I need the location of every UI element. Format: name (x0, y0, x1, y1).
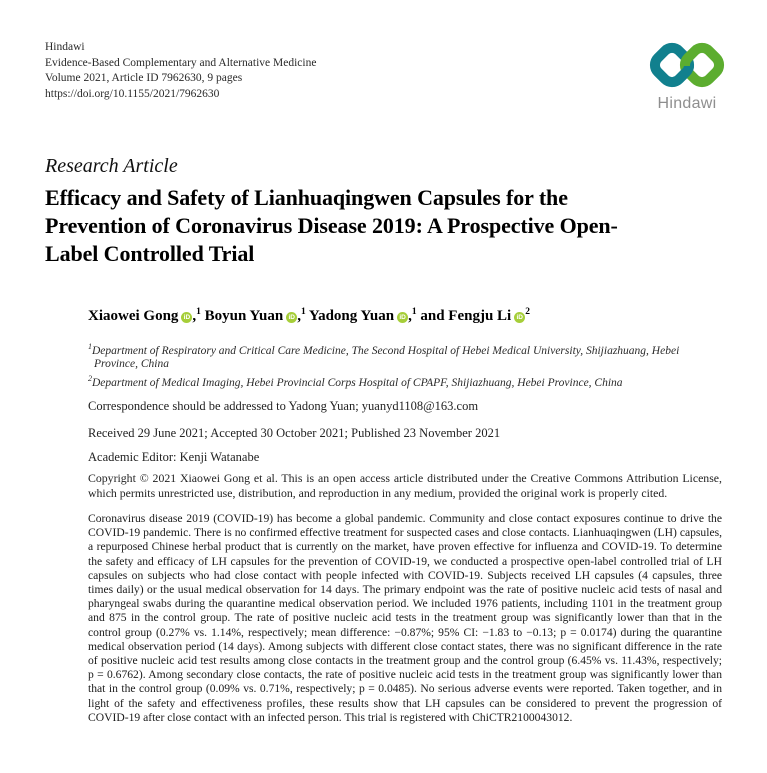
journal-header (45, 40, 475, 102)
author-name: Yadong Yuan (308, 308, 395, 324)
publisher-name: Hindawi (45, 41, 85, 53)
affiliation-number: 1 (88, 342, 92, 351)
copyright-text: Copyright © 2021 Xiaowei Gong et al. This is an open access article distributed under the Creative Commons Attribution License, which permits unrestricted use, distribution, and reproduction in any medium, provided the original work is properly cited. (88, 471, 722, 501)
affiliation (88, 340, 716, 372)
orcid-icon[interactable]: iD (181, 312, 192, 323)
author-name: Xiaowei Gong (88, 308, 179, 324)
doi-link[interactable]: https://doi.org/10.1155/2021/7962630 (45, 87, 220, 100)
journal-name: Evidence-Based Complementary and Alternative Medicine (45, 56, 317, 69)
editor-line: Academic Editor: Kenji Watanabe (88, 450, 260, 464)
affiliation (88, 372, 716, 390)
author-affiliation-number: 2 (525, 307, 530, 317)
logo-caption: Hindawi (657, 95, 717, 112)
author-affiliation-number: 1 (411, 307, 417, 317)
author-name: Boyun Yuan (204, 308, 284, 324)
history-line: Received 29 June 2021; Accepted 30 October 2021; Published 23 November 2021 (88, 426, 501, 440)
affiliation-number: 2 (88, 373, 92, 383)
affiliation-text: Department of Medical Imaging, Hebei Provincial Corps Hospital of CPAPF, Shijiazhuang, Hebei Province, China (92, 376, 623, 389)
orcid-icon[interactable]: iD (397, 312, 408, 323)
orcid-icon[interactable]: iD (514, 312, 525, 323)
hindawi-logo (642, 36, 732, 113)
author-name: Fengju Li (448, 308, 512, 324)
affiliation-text: Department of Respiratory and Critical Care Medicine, The Second Hospital of Hebei Medical University, Shijiazhuang, Hebei Province, China (92, 344, 680, 371)
abstract-text: Coronavirus disease 2019 (COVID-19) has become a global pandemic. Community and close contact exposures continue to drive the COVID-19 pandemic. There is no confirmed effective treatment for suspected cases and close contacts. Lianhuaqingwen (LH) capsules, a repurposed Chinese herbal product that is currently on the market, have proven effective for influenza and COVID-19. To determine the safety and efficacy of LH capsules for the prevention of COVID-19, we conducted a prospective open-label controlled trial of LH capsules on subjects who had close contact with people infected with COVID-19. Subjects received LH capsules (4 capsules, three times daily) or the usual medical observation for 14 days. The primary endpoint was the rate of positive nucleic acid tests of nasal and pharyngeal swabs during the quarantine medical observation period. We included 1976 patients, including 1101 in the treatment group and 875 in the control group. The rate of positive nucleic acid tests in the treatment group was significantly lower than that in the control group (0.27% vs. 1.14%, respectively; mean difference: −0.87%; 95% CI: −1.83 to −0.13; p = 0.0174) during the quarantine medical observation period (14 days). Among subjects with different close contact states, there was no significant difference in the rate of positive nucleic acid test results among close contacts in the treatment group and the control group (6.45% vs. 11.43%, respectively; p = 0.6762). Among secondary close contacts, the rate of positive nucleic acid tests in the treatment group was significantly lower than that in the control group (0.09% vs. 0.71%, respectively; p = 0.0485). No serious adverse events were reported. Taken together, and in light of the safety and effectiveness profiles, these results show that LH capsules can be considered to prevent the progression of COVID-19 after close contact with an infected person. This trial is registered with ChiCTR2100043012. (88, 512, 722, 724)
author-affiliation-number: 1 (196, 307, 201, 317)
author-affiliation-number: 1 (300, 307, 306, 317)
volume-line: Volume 2021, Article ID 7962630, 9 pages (45, 72, 243, 84)
article-type-label: Research Article (45, 155, 178, 177)
hindawi-logo-icon (645, 36, 729, 94)
orcid-icon[interactable]: iD (286, 312, 297, 323)
author-line: Xiaowei Gong iD ,$^1$ Boyun Yuan iD ,$^1$ Yadong Yuan iD ,$^1$ and Fengju Li $iD^2$ (88, 307, 530, 324)
correspondence-line: Correspondence should be addressed to Yadong Yuan; yuanyd1108@163.com (88, 399, 479, 413)
page-title: Efficacy and Safety of Lianhuaqingwen Capsules for the Prevention of Coronavirus Disease 2019: A Prospective Open-Label Controlled Trial (45, 185, 618, 266)
affiliations-block (88, 340, 716, 390)
